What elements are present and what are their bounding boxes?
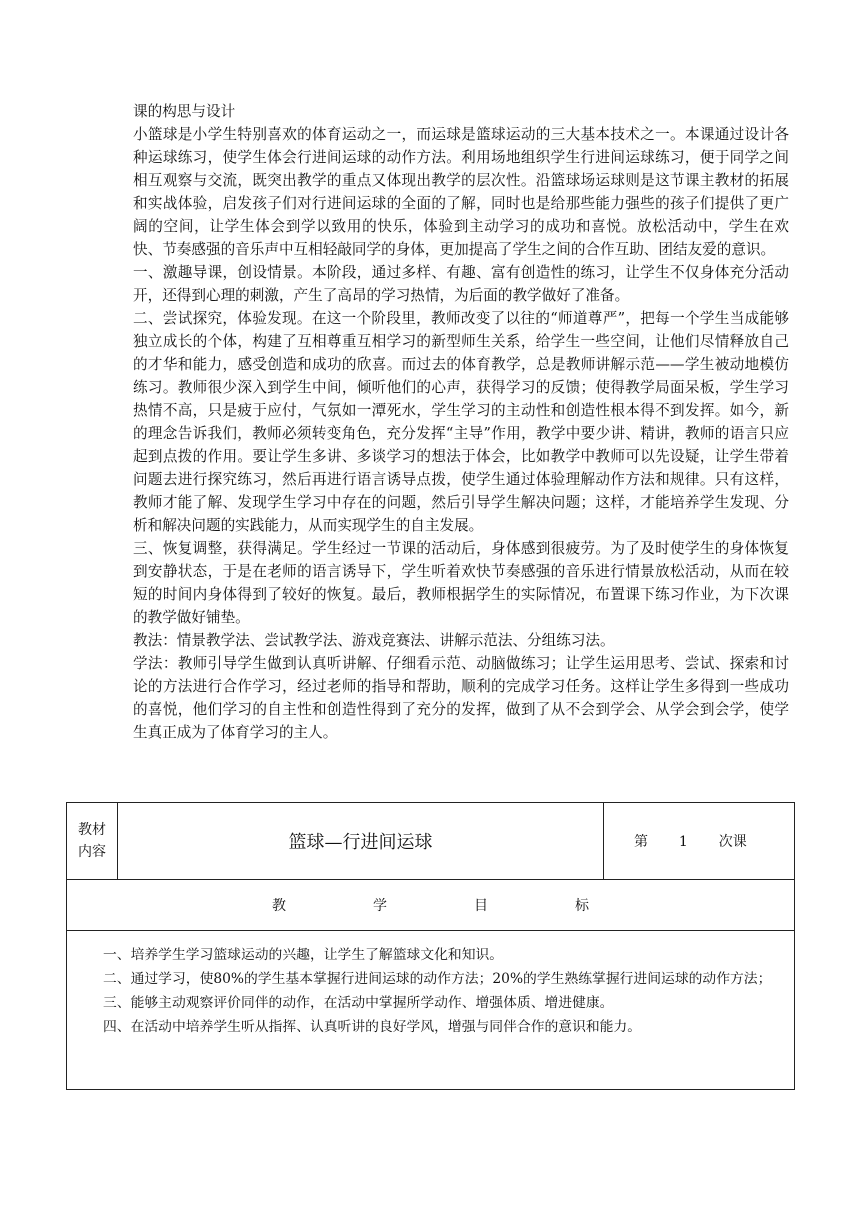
paragraph-teaching-methods: 教法：情景教学法、尝试教学法、游戏竞赛法、讲解示范法、分组练习法。 — [133, 632, 615, 649]
paragraph-stage-1: 一、激趣导课，创设情景。本阶段，通过多样、有趣、富有创造性的练习，让学生不仅身体充分活动开，还得到心理的刺激，产生了高昂的学习热情，为后面的教学做好了准备。 — [133, 264, 789, 304]
goals-header-cell — [67, 880, 795, 931]
lesson-number-cell — [604, 803, 795, 880]
goal-item-3: 三、能够主动观察评价同伴的动作，在活动中掌握所学动作、增强体质、增进健康。 — [103, 995, 614, 1011]
lesson-title-cell — [118, 803, 604, 880]
table-row-goals-header — [67, 880, 795, 931]
lesson-prefix: 第 — [634, 834, 648, 850]
paragraph-learning-methods: 学法：教师引导学生做到认真听讲解、仔细看示范、动脑做练习；让学生运用思考、尝试、探索和讨论的方法进行合作学习，经过老师的指导和帮助，顺利的完成学习任务。这样让学生多得到一些成功的喜悦，他们学习的自主性和创造性得到了充分的发挥，做到了从不会到学会、从学会到会学，使学生真正成为了体育学习的主人。 — [133, 655, 789, 741]
goals-header-char-3: 目 — [474, 898, 488, 914]
goals-header-char-4: 标 — [575, 898, 589, 914]
table-row-goals — [67, 931, 795, 1090]
goals-cell — [67, 931, 795, 1090]
material-label-line-1: 教材 — [78, 822, 106, 838]
paragraph-stage-2: 二、尝试探究，体验发现。在这一个阶段里，教师改变了以往的“师道尊严”，把每一个学生当成能够独立成长的个体，构建了互相尊重互相学习的新型师生关系，给学生一些空间，让他们尽情释放自己的才华和能力，感受创造和成功的欣喜。而过去的体育教学，总是教师讲解示范——学生被动地模仿练习。教师很少深入到学生中间，倾听他们的心声，获得学习的反馈；使得教学局面呆板，学生学习热情不高，只是疲于应付，气氛如一潭死水，学生学习的主动性和创造性根本得不到发挥。如今，新的理念告诉我们，教师必须转变角色，充分发挥“主导”作用，教学中要少讲、精讲，教师的语言只应起到点拨的作用。要让学生多讲、多谈学习的想法于体会，比如教学中教师可以先设疑，让学生带着问题去进行探究练习，然后再进行语言诱导点拨，使学生通过体验理解动作方法和规律。只有这样，教师才能了解、发现学生学习中存在的问题，然后引导学生解决问题；这样，才能培养学生发现、分析和解决问题的实践能力，从而实现学生的自主发展。 — [133, 310, 789, 534]
goal-item-2: 二、通过学习，使80%的学生基本掌握行进间运球的动作方法；20%的学生熟练掌握行进间运球的动作方法； — [103, 971, 772, 987]
lesson-title: 篮球—行进间运球 — [288, 832, 433, 853]
lesson-design-text — [133, 100, 789, 744]
lesson-table — [66, 802, 795, 1090]
goals-header-char-2: 学 — [373, 898, 387, 914]
section-heading: 课的构思与设计 — [133, 103, 236, 120]
goal-item-4: 四、在活动中培养学生听从指挥、认真听讲的良好学风，增强与同伴合作的意识和能力。 — [103, 1019, 642, 1035]
material-label-line-2: 内容 — [78, 844, 106, 860]
goal-item-1: 一、培养学生学习篮球运动的兴趣，让学生了解篮球文化和知识。 — [103, 947, 504, 963]
paragraph-stage-3: 三、恢复调整，获得满足。学生经过一节课的活动后，身体感到很疲劳。为了及时使学生的身体恢复到安静状态，于是在老师的语言诱导下，学生听着欢快节奏感强的音乐进行情景放松活动，从而在较短的时间内身体得到了较好的恢复。最后，教师根据学生的实际情况，布置课下练习作业，为下次课的教学做好铺垫。 — [133, 540, 789, 626]
paragraph-intro: 小篮球是小学生特别喜欢的体育运动之一，而运球是篮球运动的三大基本技术之一。本课通过设计各种运球练习，使学生体会行进间运球的动作方法。利用场地组织学生行进间运球练习，便于同学之间相互观察与交流，既突出教学的重点又体现出教学的层次性。沿篮球场运球则是这节课主教材的拓展和实战体验，启发孩子们对行进间运球的全面的了解，同时也是给那些能力强些的孩子们提供了更广阔的空间，让学生体会到学以致用的快乐，体验到主动学习的成功和喜悦。放松活动中，学生在欢快、节奏感强的音乐声中互相轻敲同学的身体，更加提高了学生之间的合作互助、团结友爱的意识。 — [133, 126, 789, 258]
table-row-header — [67, 803, 795, 880]
lesson-number: 1 — [678, 834, 688, 850]
material-label-cell — [67, 803, 118, 880]
lesson-suffix: 次课 — [718, 834, 747, 850]
goals-header — [67, 895, 794, 915]
goals-header-char-1: 教 — [272, 898, 286, 914]
